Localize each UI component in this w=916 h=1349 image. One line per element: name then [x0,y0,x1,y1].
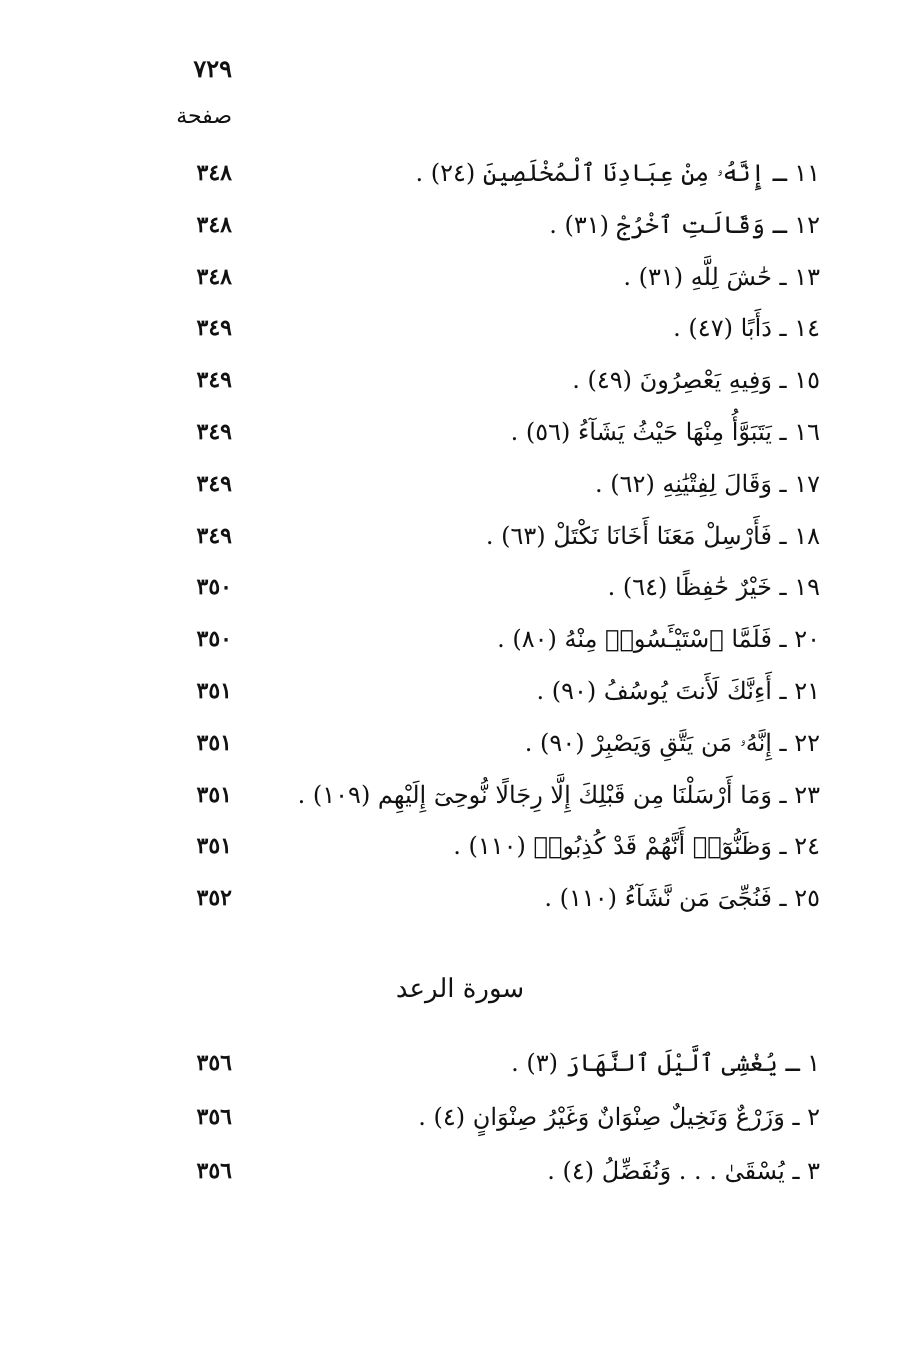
entry-page-number: ٣٤٨ [196,263,232,290]
entry-page-number: ٣٤٩ [196,315,232,342]
entry-page-number: ٣٥١ [196,781,232,808]
entry-page-number: ٣٤٩ [196,419,232,445]
entry-text: ٢٥ ـ فَنُجِّىَ مَن نَّشَآءُ (١١٠) . [544,884,820,913]
index-entry [0,1148,916,1194]
index-entry [0,409,916,455]
index-entry [0,875,916,921]
index-entry [0,357,916,403]
entry-page-number: ٣٥٦ [196,1158,232,1184]
entry-page-number: ٣٤٩ [196,470,232,497]
entry-page-number: ٣٥١ [196,833,232,860]
index-entry [0,772,916,818]
entry-text: ١٩ ـ خَيْرٌ حَٰفِظًا (٦٤) . [607,573,820,602]
entry-text: ٢١ ـ أَءِنَّكَ لَأَنتَ يُوسُفُ (٩٠) . [536,677,820,705]
entry-text: ٢ ـ وَزَرْعٌ وَنَخِيلٌ صِنْوَانٌ وَغَيْرُ صِنْوَانٍ (٤) . [418,1103,820,1131]
index-entry [0,513,916,559]
index-entry [0,668,916,714]
page-column-label: صفحة [176,104,232,129]
entry-page-number: ٣٥١ [196,678,232,704]
index-entry [0,1094,916,1140]
entry-page-number: ٣٥١ [196,729,232,756]
entry-text: ١٦ ـ يَتَبَوَّأُ مِنْهَا حَيْثُ يَشَآءُ (٥٦) . [510,418,820,446]
entry-page-number: ٣٤٩ [196,367,232,394]
index-entry [0,1040,916,1086]
index-entry [0,564,916,610]
index-entry [0,150,916,196]
entry-page-number: ٣٥٠ [196,574,232,601]
entry-text: ١ ـ يُغْشِى ٱلَّيْلَ ٱلنَّهَارَ (٣) . [511,1049,820,1077]
entry-text: ١١ ـ إِنَّهُۥ مِنْ عِبَادِنَا ٱلْمُخْلَصِينَ (٢٤) . [415,159,820,187]
index-entry [0,254,916,300]
entry-text: ١٨ ـ فَأَرْسِلْ مَعَنَا أَخَانَا نَكْتَلْ (٦٣) . [485,521,820,550]
entry-page-number: ٣٥٦ [196,1050,232,1076]
entry-text: ٢٠ ـ فَلَمَّا ٱسْتَيْـَٔسُوا۟ مِنْهُ (٨٠) . [497,625,820,654]
entry-page-number: ٣٤٨ [196,160,232,186]
entry-page-number: ٣٥٠ [196,626,232,653]
entry-text: ١٧ ـ وَقَالَ لِفِتْيَٰنِهِ (٦٢) . [595,469,820,498]
index-entry [0,305,916,351]
entry-text: ١٤ ـ دَأَبًا (٤٧) . [673,314,820,343]
entry-text: ٣ ـ يُسْقَىٰ . . . وَنُفَضِّلُ (٤) . [547,1157,820,1185]
page-number: ٧٢٩ [193,54,232,83]
entry-text: ٢٤ ـ وَظَنُّوٓا۟ أَنَّهُمْ قَدْ كُذِبُوا۟ (١١٠) . [453,832,820,861]
index-entry [0,202,916,248]
entry-text: ١٣ ـ حَٰشَ لِلَّهِ (٣١) . [623,262,820,291]
section-title: سورة الرعد [395,974,525,1004]
index-entry [0,461,916,507]
entry-page-number: ٣٥٢ [196,885,232,912]
entry-text: ١٢ ـ وَقَالَتِ ٱخْرُجْ (٣١) . [549,210,820,239]
entry-text: ٢٣ ـ وَمَا أَرْسَلْنَا مِن قَبْلِكَ إِلَّا رِجَالًا نُّوحِىٓ إِلَيْهِم (١٠٩) . [297,780,820,809]
entry-page-number: ٣٤٩ [196,522,232,549]
index-entry [0,720,916,766]
entry-text: ١٥ ـ وَفِيهِ يَعْصِرُونَ (٤٩) . [572,366,820,395]
entry-page-number: ٣٥٦ [196,1104,232,1130]
entry-page-number: ٣٤٨ [196,211,232,238]
entry-text: ٢٢ ـ إِنَّهُۥ مَن يَتَّقِ وَيَصْبِرْ (٩٠) . [524,728,820,757]
index-entry [0,823,916,869]
index-entry [0,616,916,662]
